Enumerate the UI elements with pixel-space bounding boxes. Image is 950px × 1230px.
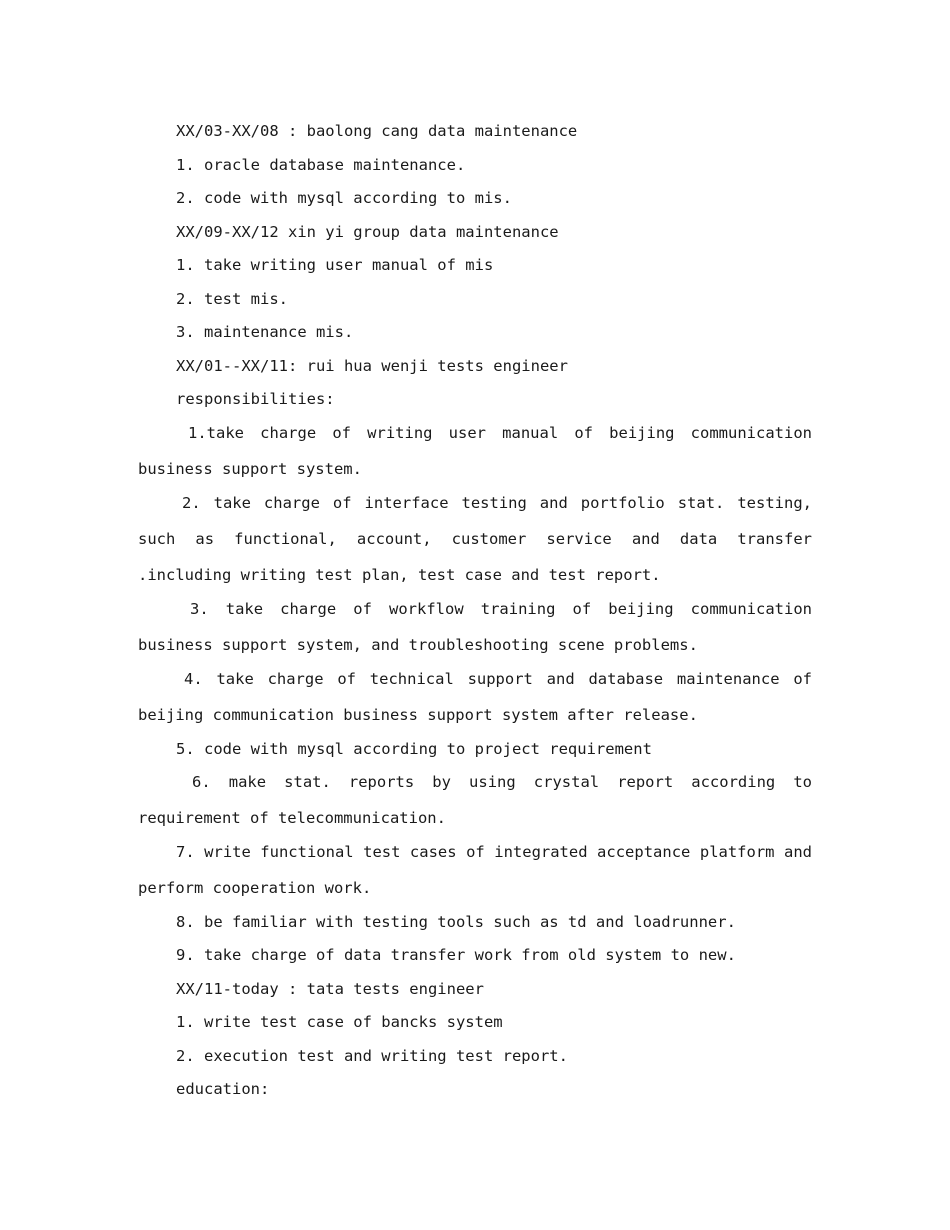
job3-item-7 xyxy=(138,834,812,906)
job3-item-1 xyxy=(138,415,812,487)
job1-title: XX/03-XX/08 : baolong cang data maintenance xyxy=(176,122,578,140)
job4-title: XX/11-today : tata tests engineer xyxy=(176,980,484,998)
job2-item-1: 1. take writing user manual of mis xyxy=(176,256,494,274)
job4-item-1: 1. write test case of bancks system xyxy=(176,1013,503,1031)
job3-item-4-text: 4. take charge of technical support and database maintenance of beijing communication business support system after release. xyxy=(138,670,812,724)
job3-item-8: 8. be familiar with testing tools such as td and loadrunner. xyxy=(176,913,736,931)
job3-item-1-text: 1.take charge of writing user manual of beijing communication business support system. xyxy=(138,424,812,478)
job3-item-2 xyxy=(138,485,812,593)
job3-item-3 xyxy=(138,591,812,663)
job3-title: XX/01--XX/11: rui hua wenji tests engineer xyxy=(176,357,568,375)
job3-item-7-text: 7. write functional test cases of integrated acceptance platform and perform cooperation work. xyxy=(138,843,812,897)
job1-item-1: 1. oracle database maintenance. xyxy=(176,156,466,174)
job2-title: XX/09-XX/12 xin yi group data maintenance xyxy=(176,223,559,241)
job3-item-9: 9. take charge of data transfer work from old system to new. xyxy=(176,946,736,964)
job1-item-2: 2. code with mysql according to mis. xyxy=(176,189,512,207)
job3-subtitle: responsibilities: xyxy=(176,390,335,408)
job3-item-6-text: 6. make stat. reports by using crystal report according to requirement of telecommunication. xyxy=(138,773,812,827)
education-heading: education: xyxy=(176,1080,270,1098)
job3-item-5: 5. code with mysql according to project requirement xyxy=(176,740,652,758)
job2-item-2: 2. test mis. xyxy=(176,290,288,308)
job3-item-6 xyxy=(138,764,812,836)
job2-item-3: 3. maintenance mis. xyxy=(176,323,354,341)
job3-item-3-text: 3. take charge of workflow training of beijing communication business support system, and troubleshooting scene problems. xyxy=(138,600,812,654)
job3-item-4 xyxy=(138,661,812,733)
job4-item-2: 2. execution test and writing test report. xyxy=(176,1047,568,1065)
job3-item-2-text: 2. take charge of interface testing and portfolio stat. testing, such as functional, account, customer service and data transfer .including writing test plan, test case and test report. xyxy=(138,494,812,584)
